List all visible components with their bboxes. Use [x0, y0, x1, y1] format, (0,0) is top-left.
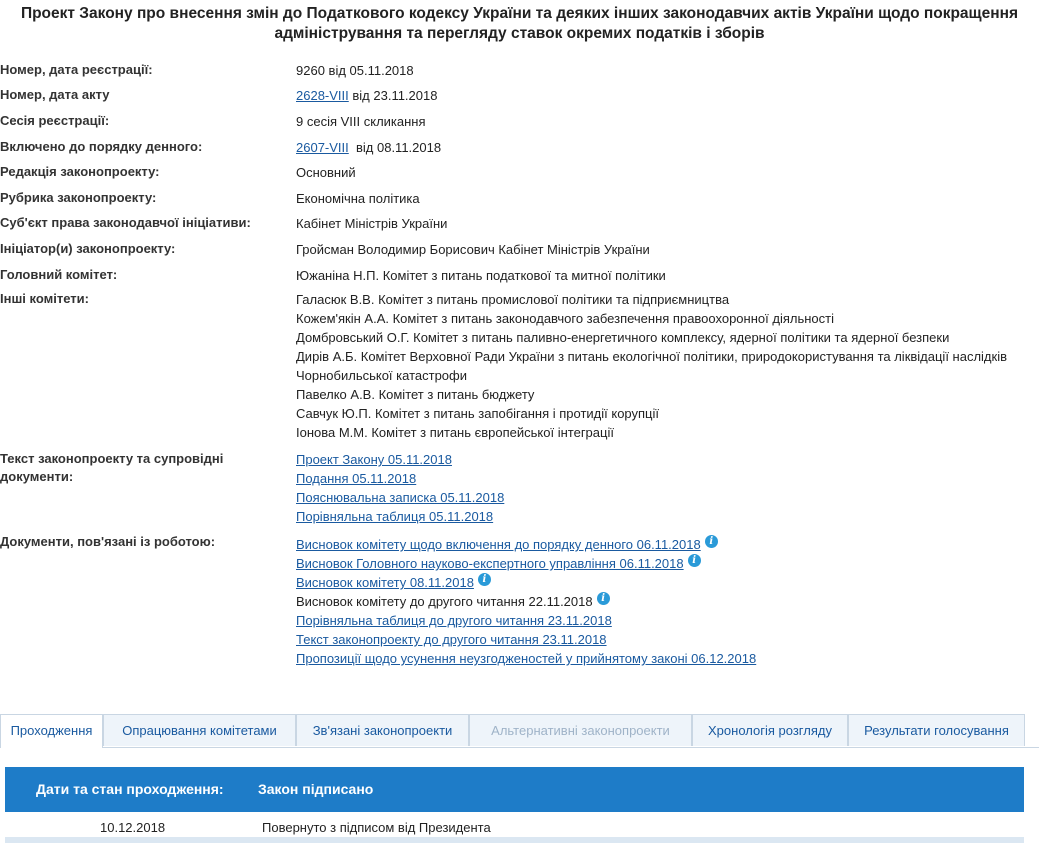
- info-icon[interactable]: i: [705, 535, 718, 548]
- committee-list: [296, 290, 1007, 442]
- field-label: Номер, дата акту: [0, 87, 110, 102]
- tab-chronology[interactable]: Хронологія розгляду: [692, 714, 848, 746]
- committee-line: Павелко А.В. Комітет з питань бюджету: [296, 387, 535, 402]
- document-link[interactable]: Пропозиції щодо усунення неузгодженостей у прийнятому законі 06.12.2018: [296, 651, 757, 666]
- document-link[interactable]: Пояснювальна записка 05.11.2018: [296, 490, 505, 505]
- field-value: Основний: [296, 165, 356, 180]
- field-label: Ініціатор(и) законопроекту:: [0, 241, 176, 256]
- page-title: Проект Закону про внесення змін до Податкового кодексу України та деяких інших законодавчих актів України щодо покращення адміністрування та перегляду ставок окремих податків і зборів: [20, 5, 1019, 42]
- row-divider: [5, 837, 1024, 843]
- field-value: Кабінет Міністрів України: [296, 216, 448, 231]
- committee-line: Савчук Ю.П. Комітет з питань запобігання і протидії корупції: [296, 406, 659, 421]
- passage-header: [5, 767, 1024, 812]
- tab-linked-bills[interactable]: Зв'язані законопроекти: [296, 714, 469, 746]
- document-link[interactable]: Проект Закону 05.11.2018: [296, 452, 452, 467]
- header-label: Дати та стан проходження:: [36, 781, 224, 797]
- tab-passage[interactable]: Проходження: [0, 714, 103, 748]
- row-status: Повернуто з підписом від Президента: [262, 820, 491, 835]
- field-label: Включено до порядку денного:: [0, 139, 203, 154]
- document-link[interactable]: Висновок комітету щодо включення до порядку денного 06.11.2018: [296, 537, 701, 552]
- field-label: Номер, дата реєстрації:: [0, 62, 153, 77]
- related-document-list: [296, 535, 756, 668]
- tab-alternative-bills: Альтернативні законопроекти: [469, 714, 692, 746]
- field-value: Гройсман Володимир Борисович Кабінет Міністрів України: [296, 242, 650, 257]
- header-status: Закон підписано: [258, 781, 374, 797]
- field-value: Економічна політика: [296, 191, 420, 206]
- document-link[interactable]: Текст законопроекту до другого читання 23.11.2018: [296, 632, 607, 647]
- committee-line: Кожем'якін А.А. Комітет з питань законодавчого забезпечення правоохоронної діяльності: [296, 311, 834, 326]
- field-label: Сесія реєстрації:: [0, 113, 110, 128]
- field-label: Документи, пов'язані із роботою:: [0, 534, 216, 549]
- document-link[interactable]: Порівняльна таблиця 05.11.2018: [296, 509, 494, 524]
- document-link[interactable]: Порівняльна таблиця до другого читання 23.11.2018: [296, 613, 612, 628]
- field-value: 9 сесія VIII скликання: [296, 114, 426, 129]
- act-number-link[interactable]: 2628-VIII: [296, 88, 349, 103]
- committee-line: Дирів А.Б. Комітет Верховної Ради України з питань екологічної політики, природокористування та ліквідації наслідків: [296, 349, 1007, 364]
- committee-line: Іонова М.М. Комітет з питань європейської інтеграції: [296, 425, 614, 440]
- document-link[interactable]: Висновок комітету 08.11.2018: [296, 575, 474, 590]
- committee-line: Чорнобильської катастрофи: [296, 368, 467, 383]
- field-value: Южаніна Н.П. Комітет з питань податкової та митної політики: [296, 268, 666, 283]
- committee-line: Домбровський О.Г. Комітет з питань паливно-енергетичного комплексу, ядерної політики та ядерної безпеки: [296, 330, 950, 345]
- committee-line: Галасюк В.В. Комітет з питань промислової політики та підприємництва: [296, 292, 730, 307]
- info-icon[interactable]: i: [597, 592, 610, 605]
- field-label: Текст законопроекту та супровідні документи:: [0, 451, 224, 484]
- document-link[interactable]: Подання 05.11.2018: [296, 471, 417, 486]
- field-label: Головний комітет:: [0, 267, 118, 282]
- field-label: Рубрика законопроекту:: [0, 190, 157, 205]
- agenda-link[interactable]: 2607-VIII: [296, 140, 349, 155]
- field-label: Суб'єкт права законодавчої ініціативи:: [0, 215, 251, 230]
- document-link[interactable]: Висновок Головного науково-експертного управління 06.11.2018: [296, 556, 684, 571]
- info-icon[interactable]: i: [478, 573, 491, 586]
- info-icon[interactable]: i: [688, 554, 701, 567]
- field-label: Редакція законопроекту:: [0, 164, 160, 179]
- tab-committee-processing[interactable]: Опрацювання комітетами: [103, 714, 296, 746]
- tab-bar: [0, 714, 1039, 748]
- tab-voting-results[interactable]: Результати голосування: [848, 714, 1025, 746]
- row-date: 10.12.2018: [100, 820, 166, 835]
- text-document-list: [296, 450, 504, 526]
- field-value: 9260 від 05.11.2018: [296, 63, 414, 78]
- table-row: [5, 814, 1024, 837]
- field-label: Інші комітети:: [0, 291, 89, 306]
- document-text: Висновок комітету до другого читання 22.11.2018: [296, 594, 593, 609]
